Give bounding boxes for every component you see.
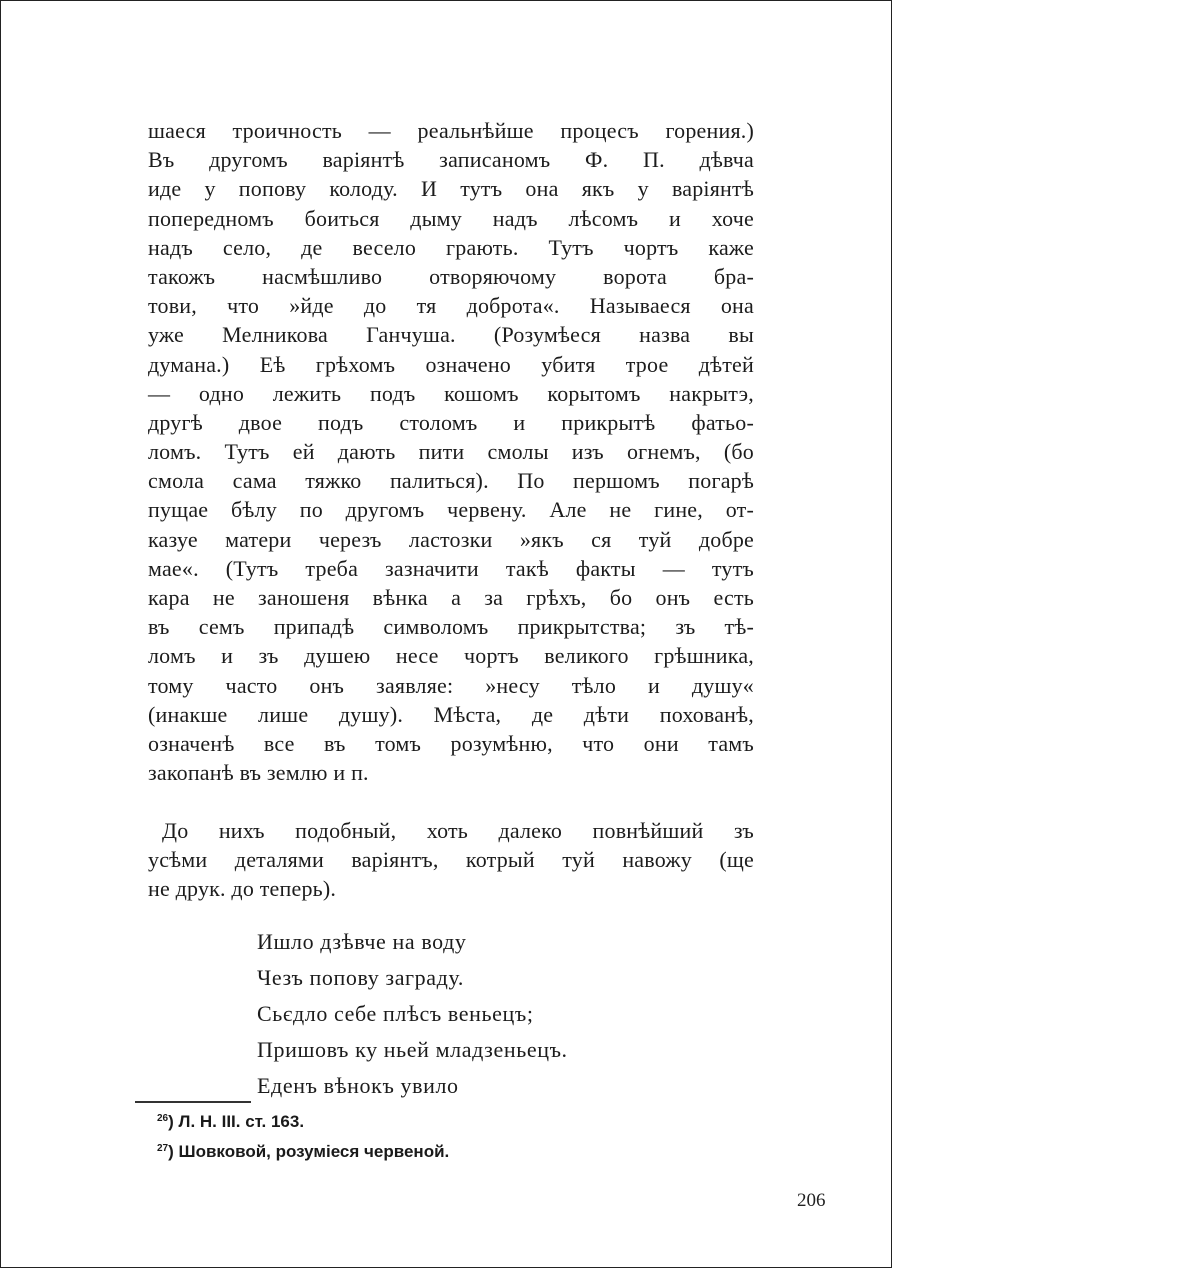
footnote-mark: 27 [157,1143,169,1154]
verse-line: Еденъ вѣнокъ увило [257,1073,459,1098]
verse-line: Чезъ попову заграду. [257,965,464,990]
verse-line: Пришовъ ку ньей младзеньецъ. [257,1037,568,1062]
text-line: кара не заношеня вѣнка а за грѣхъ, бо онъ есть [148,585,754,610]
text-line: ломъ и зъ душею несе чортъ великого грѣшника, [148,643,754,669]
text-line: ломъ. Тутъ ей дають пити смолы изъ огнемъ, (бо [148,439,754,465]
text-line: закопанѣ въ землю и п. [148,760,369,786]
footnote-mark: 26 [157,1113,169,1124]
text-line: пущае бѣлу по другомъ червену. Але не гине, от- [148,497,754,523]
verse-block [257,924,568,1104]
body-paragraph-2 [148,816,754,904]
verse-line: Ишло дзѣвче на воду [257,929,467,954]
footnote-text: ) Л. Н. III. ст. 163. [168,1112,305,1131]
text-line: попередномъ боиться дыму надъ лѣсомъ и хоче [148,205,754,231]
text-line: другѣ двое подъ столомъ и прикрытѣ фатьо- [148,409,754,435]
text-line: тови, что »йде до тя доброта«. Называеся она [148,293,754,319]
text-line: казуе матери черезъ ластозки »якъ ся туй добре [148,526,754,552]
footnote-26 [157,1104,449,1134]
body-paragraph-1 [148,116,754,787]
footnote-divider [135,1101,251,1103]
text-line: иде у попову колоду. И тутъ она якъ у варіянтѣ [148,176,754,202]
text-line: такожъ насмѣшливо отворяючому ворота бра- [148,263,754,289]
text-line: усѣми деталями варіянтъ, котрый туй навожу (ще [148,847,754,873]
text-line: (инакше лише душу). Мѣста, де дѣти похованѣ, [148,701,754,727]
text-line: думана.) Еѣ грѣхомъ означено убитя трое дѣтей [148,351,754,377]
text-line: въ семъ припадѣ символомъ прикрытства; зъ тѣ- [148,614,754,640]
text-line: — одно лежить подъ кошомъ корытомъ накрытэ, [148,380,754,406]
verse-line: Сьєдло себе плѣсъ веньецъ; [257,1001,534,1026]
footnotes [157,1104,449,1164]
text-line: шаеся троичность — реальнѣйше процесъ горения.) [148,118,754,143]
text-line: До нихъ подобный, хоть далеко повнѣйший зъ [162,818,754,843]
footnote-27 [157,1134,449,1164]
text-line: смола сама тяжко палиться). По першомъ погарѣ [148,468,754,494]
page-number: 206 [797,1190,826,1211]
text-line: означенѣ все въ томъ розумѣню, что они тамъ [148,730,754,756]
text-line: уже Мелникова Ганчуша. (Розумѣеся назва вы [148,322,754,348]
text-line: тому часто онъ заявляе: »несу тѣло и душу« [148,672,754,698]
text-line: надъ село, де весело грають. Тутъ чортъ каже [148,234,754,260]
footnote-text: ) Шовковой, розуміеся червеной. [168,1142,450,1161]
text-line: мае«. (Тутъ треба зазначити такѣ факты — тутъ [148,555,754,581]
text-line: Въ другомъ варіянтѣ записаномъ Ф. П. дѣвча [148,147,754,173]
text-line: не друк. до теперь). [148,876,337,902]
